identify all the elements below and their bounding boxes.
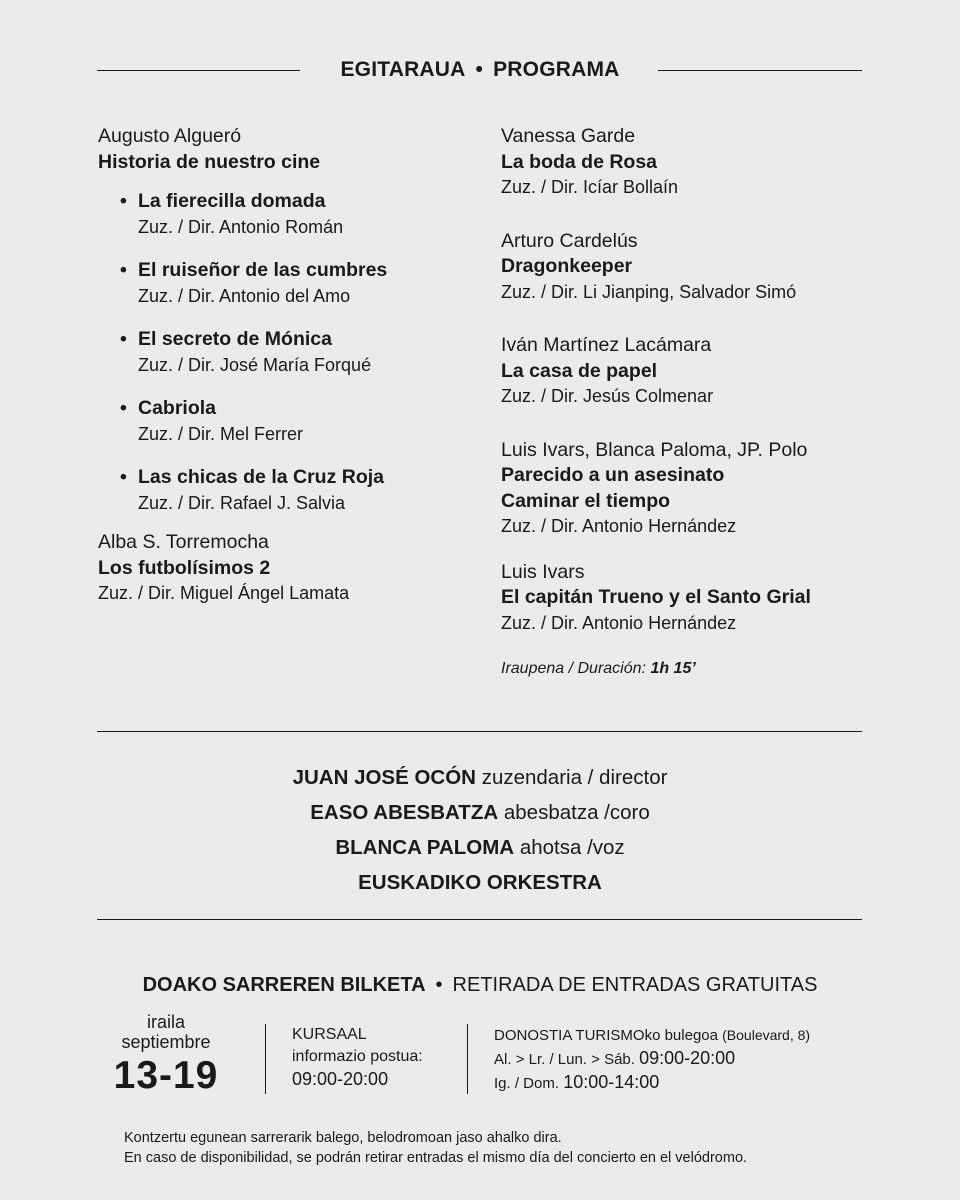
film-director: Zuz. / Dir. Antonio Román [138, 216, 344, 237]
film-title: La fierecilla domada [138, 190, 326, 212]
tickets-title [0, 974, 960, 997]
program-entry [501, 229, 901, 306]
date-block [100, 1012, 232, 1100]
film-title: Las chicas de la Cruz Roja [138, 466, 385, 488]
sunday-hours: 10:00-14:00 [563, 1072, 660, 1092]
film-director: Zuz. / Dir. Mel Ferrer [138, 423, 304, 444]
work-title: Parecido a un asesinato [501, 464, 725, 486]
program-entry [501, 333, 901, 410]
credit-name: EASO ABESBATZA [310, 801, 499, 824]
bullet-icon: • [120, 397, 127, 419]
weekday-hours: 09:00-20:00 [639, 1048, 736, 1068]
composer-name: Arturo Cardelús [501, 229, 638, 252]
note-spanish: En caso de disponibilidad, se podrán retirar entradas el mismo día del concierto en el velódromo. [124, 1150, 748, 1166]
film-director: Zuz. / Dir. Icíar Bollaín [501, 177, 679, 197]
composer-name: Augusto Algueró [98, 125, 242, 147]
bullet-icon: • [120, 328, 127, 350]
program-header [0, 58, 960, 82]
work-title: La boda de Rosa [501, 150, 658, 173]
film-director: Zuz. / Dir. Miguel Ángel Lamata [98, 583, 350, 603]
availability-notes [124, 1128, 747, 1168]
program-entry [501, 438, 901, 540]
work-title: Dragonkeeper [501, 255, 633, 277]
sunday-label: Ig. / Dom. [494, 1075, 560, 1092]
turismo-info [494, 1024, 810, 1095]
section-divider-bottom [97, 919, 862, 920]
film-item [98, 258, 478, 309]
duration-value: 1h 15’ [650, 660, 696, 677]
kursaal-info [292, 1024, 423, 1090]
credit-name: JUAN JOSÉ OCÓN [292, 766, 476, 789]
film-item [98, 189, 478, 240]
program-left-column [98, 124, 478, 607]
month-basque: iraila [146, 1012, 185, 1032]
work-title: El capitán Trueno y el Santo Grial [501, 586, 811, 608]
film-director: Zuz. / Dir. José María Forqué [138, 354, 372, 375]
program-entry [98, 124, 478, 175]
turismo-address: (Boulevard, 8) [722, 1027, 811, 1043]
bullet-icon: • [120, 190, 127, 212]
composer-name: Alba S. Torremocha [98, 531, 269, 553]
ticket-separator [265, 1024, 266, 1094]
composer-name: Vanessa Garde [501, 125, 636, 147]
composer-name: Iván Martínez Lacámara [501, 334, 712, 356]
date-range: 13-19 [113, 1054, 219, 1097]
header-dot: • [475, 58, 484, 81]
film-director: Zuz. / Dir. Antonio del Amo [138, 285, 351, 306]
tickets-title-basque: DOAKO SARREREN BILKETA [142, 974, 426, 996]
duration [501, 656, 901, 682]
film-item [98, 396, 478, 447]
credit-name: BLANCA PALOMA [335, 836, 515, 859]
film-title: El secreto de Mónica [138, 328, 332, 350]
tickets-dot: • [435, 974, 443, 996]
section-divider-top [97, 731, 862, 732]
credit-line [0, 830, 960, 865]
credit-line [0, 760, 960, 795]
credit-line [0, 795, 960, 830]
composer-name: Luis Ivars, Blanca Paloma, JP. Polo [501, 438, 808, 461]
credit-role: abesbatza /coro [503, 801, 650, 824]
work-title: Los futbolísimos 2 [98, 556, 271, 579]
credit-name: EUSKADIKO ORKESTRA [358, 871, 602, 894]
program-entry [501, 560, 901, 637]
kursaal-name: KURSAAL [292, 1026, 367, 1043]
film-title: Cabriola [138, 397, 217, 419]
turismo-name: DONOSTIA TURISMOko bulegoa [494, 1027, 718, 1044]
film-director: Zuz. / Dir. Antonio Hernández [501, 516, 737, 536]
film-director: Zuz. / Dir. Rafael J. Salvia [138, 492, 346, 513]
program-entry [98, 530, 478, 607]
header-basque: EGITARAUA [340, 58, 466, 81]
composer-name: Luis Ivars [501, 560, 585, 583]
bullet-icon: • [120, 466, 127, 488]
ticket-separator [467, 1024, 468, 1094]
program-entry [501, 124, 901, 201]
credit-role: zuzendaria / director [481, 766, 668, 789]
film-title: El ruiseñor de las cumbres [138, 259, 388, 281]
film-director: Zuz. / Dir. Jesús Colmenar [501, 386, 714, 406]
work-title-second: Caminar el tiempo [501, 489, 671, 512]
program-right-column [501, 124, 901, 682]
film-item [98, 327, 478, 378]
month-spanish: septiembre [121, 1032, 211, 1052]
kursaal-hours: 09:00-20:00 [292, 1069, 389, 1089]
film-director: Zuz. / Dir. Antonio Hernández [501, 612, 737, 633]
film-director: Zuz. / Dir. Li Jianping, Salvador Simó [501, 281, 797, 302]
work-title: La casa de papel [501, 359, 658, 382]
duration-label: Iraupena / Duración: [501, 660, 646, 677]
film-item [98, 465, 478, 516]
credit-line [0, 865, 960, 900]
performer-credits [0, 760, 960, 900]
note-basque: Kontzertu egunean sarrerarik balego, belodromoan jaso ahalko dira. [124, 1130, 562, 1146]
work-title: Historia de nuestro cine [98, 150, 321, 173]
credit-role: ahotsa /voz [519, 836, 625, 859]
bullet-icon: • [120, 259, 127, 281]
weekday-label: Al. > Lr. / Lun. > Sáb. [494, 1051, 635, 1068]
tickets-title-spanish: RETIRADA DE ENTRADAS GRATUITAS [452, 974, 818, 996]
header-spanish: PROGRAMA [493, 58, 620, 81]
kursaal-label: informazio postua: [292, 1048, 423, 1065]
